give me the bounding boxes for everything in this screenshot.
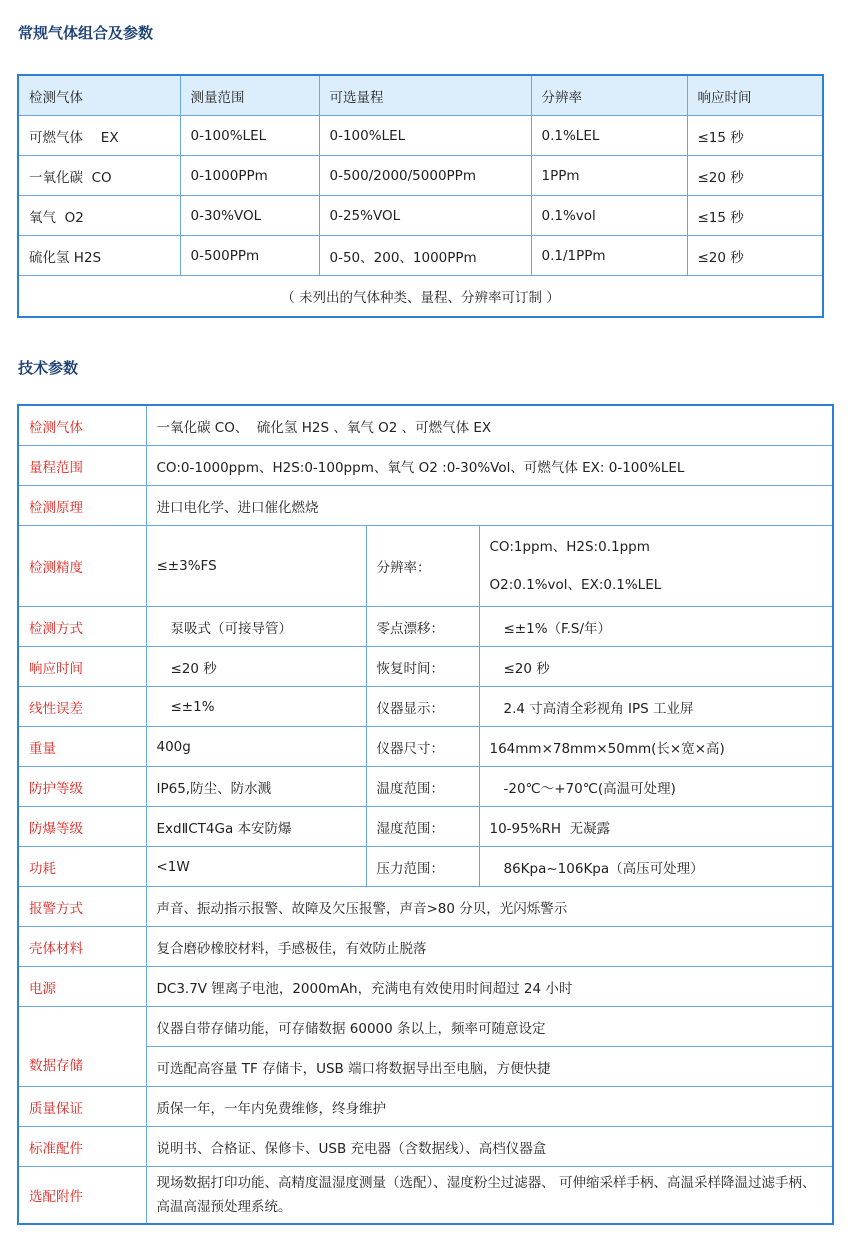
cell-resolution: 0.1/1PPm — [531, 236, 687, 276]
param-label: 线性误差 — [18, 687, 146, 727]
param-value: ≤20 秒 — [146, 647, 366, 687]
cell-response-time: ≤15 秒 — [687, 196, 823, 236]
param-label: 防护等级 — [18, 767, 146, 807]
param-label: 检测原理 — [18, 486, 146, 526]
table-row — [18, 116, 823, 156]
param-value: ExdⅡCT4Ga 本安防爆 — [146, 807, 366, 847]
param-row-standard-accessories — [18, 1127, 833, 1167]
param-row-gas — [18, 405, 833, 446]
param-row-optional-accessories — [18, 1167, 833, 1225]
param-label: 检测精度 — [18, 526, 146, 607]
param-value: ≤±1% — [146, 687, 366, 727]
cell-range: 0-30%VOL — [180, 196, 319, 236]
param-value: 声音、振动指示报警、故障及欠压报警，声音>80 分贝，光闪烁警示 — [146, 887, 833, 927]
param-label-secondary: 零点漂移： — [366, 607, 479, 647]
param-value: DC3.7V 锂离子电池，2000mAh，充满电有效使用时间超过 24 小时 — [146, 967, 833, 1007]
param-label: 质量保证 — [18, 1087, 146, 1127]
cell-optional-range: 0-100%LEL — [319, 116, 531, 156]
param-value-secondary — [479, 526, 833, 607]
header-resolution: 分辨率 — [531, 75, 687, 116]
cell-range: 0-1000PPm — [180, 156, 319, 196]
param-row-range — [18, 446, 833, 486]
param-row-warranty — [18, 1087, 833, 1127]
table-header-row — [18, 75, 823, 116]
param-value: 可选配高容量 TF 存储卡，USB 端口将数据导出至电脑，方便快捷 — [146, 1047, 833, 1087]
param-label: 选配附件 — [18, 1167, 146, 1225]
param-label: 响应时间 — [18, 647, 146, 687]
param-row-linearity — [18, 687, 833, 727]
param-value: 仪器自带存储功能，可存储数据 60000 条以上，频率可随意设定 — [146, 1007, 833, 1047]
param-value: 进口电化学、进口催化燃烧 — [146, 486, 833, 526]
param-label: 检测方式 — [18, 607, 146, 647]
header-gas: 检测气体 — [18, 75, 180, 116]
param-label: 检测气体 — [18, 405, 146, 446]
param-label: 标准配件 — [18, 1127, 146, 1167]
cell-resolution: 1PPm — [531, 156, 687, 196]
param-label: 电源 — [18, 967, 146, 1007]
table-note-row — [18, 276, 823, 318]
cell-resolution: 0.1%vol — [531, 196, 687, 236]
customization-note: （ 未列出的气体种类、量程、分辨率可订制 ） — [18, 276, 823, 318]
param-value: ≤±3%FS — [146, 526, 366, 607]
cell-gas: 可燃气体 EX — [18, 116, 180, 156]
param-value-secondary: ≤±1%（F.S/年） — [479, 607, 833, 647]
param-label-secondary: 仪器尺寸： — [366, 727, 479, 767]
param-label: 数据存储 — [18, 1007, 146, 1087]
param-value-secondary: 164mm×78mm×50mm(长×宽×高) — [479, 727, 833, 767]
param-label: 防爆等级 — [18, 807, 146, 847]
param-label-secondary: 恢复时间： — [366, 647, 479, 687]
resolution-line-2: O2:0.1%vol、EX:0.1%LEL — [489, 577, 662, 593]
cell-range: 0-100%LEL — [180, 116, 319, 156]
param-label: 报警方式 — [18, 887, 146, 927]
table-row — [18, 236, 823, 276]
param-row-storage — [18, 1007, 833, 1047]
param-value: 现场数据打印功能、高精度温湿度测量（选配）、湿度粉尘过滤器、 可伸缩采样手柄、高温采样降温过滤手柄、高温高湿预处理系统。 — [146, 1167, 833, 1225]
param-row-shell — [18, 927, 833, 967]
cell-optional-range: 0-25%VOL — [319, 196, 531, 236]
param-row-principle — [18, 486, 833, 526]
param-value: CO:0-1000ppm、H2S:0-100ppm、氧气 O2 :0-30%Vol、可燃气体 EX: 0-100%LEL — [146, 446, 833, 486]
header-response-time: 响应时间 — [687, 75, 823, 116]
param-label-secondary: 仪器显示： — [366, 687, 479, 727]
cell-response-time: ≤20 秒 — [687, 156, 823, 196]
param-row-explosion — [18, 807, 833, 847]
param-value-secondary: ≤20 秒 — [479, 647, 833, 687]
param-value-secondary: -20℃～+70℃(高温可处理) — [479, 767, 833, 807]
param-label: 功耗 — [18, 847, 146, 887]
resolution-line-1: CO:1ppm、H2S:0.1ppm — [489, 539, 650, 555]
cell-gas: 氧气 O2 — [18, 196, 180, 236]
section-title-gas-combinations: 常规气体组合及参数 — [18, 24, 154, 42]
cell-optional-range: 0-500/2000/5000PPm — [319, 156, 531, 196]
cell-optional-range: 0-50、200、1000PPm — [319, 236, 531, 276]
cell-range: 0-500PPm — [180, 236, 319, 276]
param-value: 泵吸式（可接导管） — [146, 607, 366, 647]
cell-gas: 硫化氢 H2S — [18, 236, 180, 276]
param-value: 质保一年，一年内免费维修，终身维护 — [146, 1087, 833, 1127]
param-label-secondary: 温度范围： — [366, 767, 479, 807]
tech-params-table — [17, 404, 834, 1225]
param-row-power-consumption — [18, 847, 833, 887]
param-row-accuracy — [18, 526, 833, 607]
param-label-secondary: 压力范围： — [366, 847, 479, 887]
cell-response-time: ≤20 秒 — [687, 236, 823, 276]
param-value: 复合磨砂橡胶材料，手感极佳，有效防止脱落 — [146, 927, 833, 967]
header-range: 测量范围 — [180, 75, 319, 116]
param-value: 400g — [146, 727, 366, 767]
param-row-alarm — [18, 887, 833, 927]
param-row-method — [18, 607, 833, 647]
param-value: 说明书、合格证、保修卡、USB 充电器（含数据线）、高档仪器盒 — [146, 1127, 833, 1167]
param-label: 量程范围 — [18, 446, 146, 486]
param-label-secondary: 分辨率： — [366, 526, 479, 607]
param-label: 重量 — [18, 727, 146, 767]
param-value: IP65,防尘、防水溅 — [146, 767, 366, 807]
table-row — [18, 196, 823, 236]
param-row-protection — [18, 767, 833, 807]
param-value: <1W — [146, 847, 366, 887]
param-value: 一氧化碳 CO、 硫化氢 H2S 、氧气 O2 、可燃气体 EX — [146, 405, 833, 446]
param-label-secondary: 湿度范围： — [366, 807, 479, 847]
cell-resolution: 0.1%LEL — [531, 116, 687, 156]
section-title-tech-params: 技术参数 — [18, 359, 79, 377]
param-value-secondary: 86Kpa~106Kpa（高压可处理） — [479, 847, 833, 887]
cell-response-time: ≤15 秒 — [687, 116, 823, 156]
header-optional-range: 可选量程 — [319, 75, 531, 116]
param-row-response — [18, 647, 833, 687]
param-label: 壳体材料 — [18, 927, 146, 967]
param-value-secondary: 2.4 寸高清全彩视角 IPS 工业屏 — [479, 687, 833, 727]
param-row-weight — [18, 727, 833, 767]
param-value-secondary: 10-95%RH 无凝露 — [479, 807, 833, 847]
param-row-power-supply — [18, 967, 833, 1007]
table-row — [18, 156, 823, 196]
gas-combination-table — [17, 74, 824, 318]
cell-gas: 一氧化碳 CO — [18, 156, 180, 196]
